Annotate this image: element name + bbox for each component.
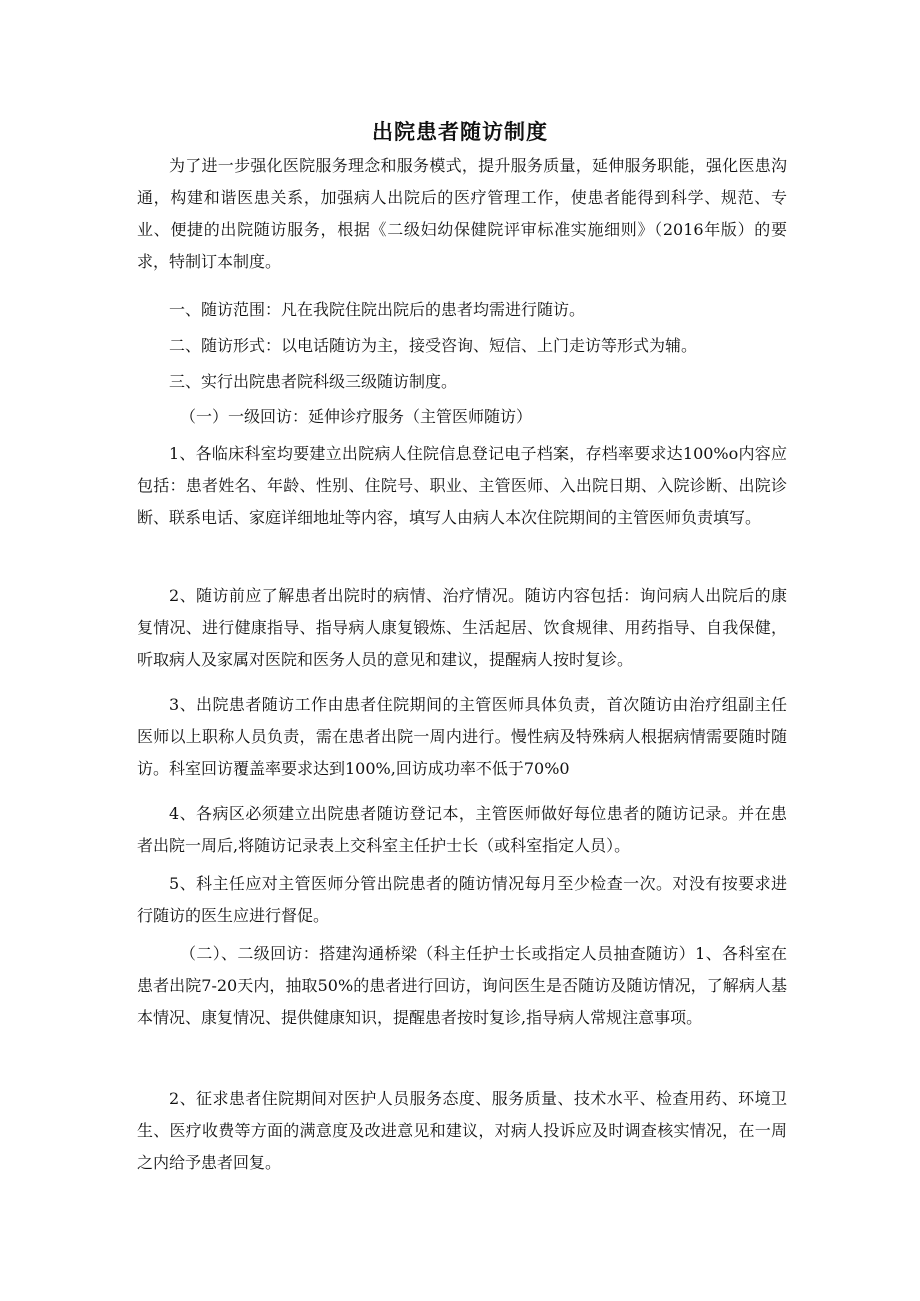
- subsection-2-item-2: 2、征求患者住院期间对医护人员服务态度、服务质量、技术水平、检查用药、环境卫生、医疗收费等方面的满意度及改进意见和建议，对病人投诉应及时调查核实情况，在一周之内给予患者回复。: [137, 1089, 787, 1172]
- item-4-register: 4、各病区必须建立出院患者随访登记本，主管医师做好每位患者的随访记录。并在患者出院一周后,将随访记录表上交科室主任护士长（或科室指定人员）。: [137, 804, 787, 855]
- intro-paragraph: 为了进一步强化医院服务理念和服务模式，提升服务质量，延伸服务职能，强化医患沟通，构建和谐医患关系，加强病人出院后的医疗管理工作，使患者能得到科学、规范、专业、便捷的出院随访服务，根据《二级妇幼保健院评审标准实施细则》（2016年版）的要求，特制订本制度。: [137, 156, 787, 271]
- section-1-scope: 一、随访范围：凡在我院住院出院后的患者均需进行随访。: [169, 300, 586, 319]
- document-title: 出院患者随访制度: [372, 120, 548, 144]
- section-3-system: 三、实行出院患者院科级三级随访制度。: [169, 372, 458, 391]
- subsection-1-heading: （一）一级回访：延伸诊疗服务（主管医师随访）: [180, 407, 533, 426]
- item-3-responsibility: 3、出院患者随访工作由患者住院期间的主管医师具体负责，首次随访由治疗组副主任医师以上职称人员负责，需在患者出院一周内进行。慢性病及特殊病人根据病情需要随时随访。科室回访覆盖率要求达到100%,回访成功率不低于70%0: [137, 695, 787, 778]
- section-2-form: 二、随访形式：以电话随访为主，接受咨询、短信、上门走访等形式为辅。: [169, 336, 698, 355]
- item-2-content: 2、随访前应了解患者出院时的病情、治疗情况。随访内容包括：询问病人出院后的康复情况、进行健康指导、指导病人康复锻炼、生活起居、饮食规律、用药指导、自我保健，听取病人及家属对医院和医务人员的意见和建议，提醒病人按时复诊。: [137, 586, 787, 669]
- item-1-archive: 1、各临床科室均要建立出院病人住院信息登记电子档案，存档率要求达100%o内容应包括：患者姓名、年龄、性别、住院号、职业、主管医师、入出院日期、入院诊断、出院诊断、联系电话、家庭详细地址等内容，填写人由病人本次住院期间的主管医师负责填写。: [137, 444, 787, 527]
- subsection-2-and-item-1: （二）、二级回访：搭建沟通桥梁（科主任护士长或指定人员抽查随访）1、各科室在患者出院7-20天内，抽取50%的患者进行回访，询问医生是否随访及随访情况，了解病人基本情况、康复情况、提供健康知识，提醒患者按时复诊,指导病人常规注意事项。: [137, 944, 787, 1027]
- item-5-inspection: 5、科主任应对主管医师分管出院患者的随访情况每月至少检查一次。对没有按要求进行随访的医生应进行督促。: [137, 874, 787, 925]
